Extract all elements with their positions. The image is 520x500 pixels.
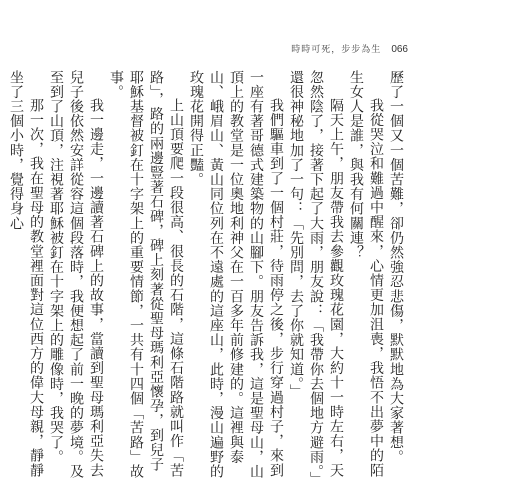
paragraph: 我們驅車到了一個村莊，待雨停之後，步行穿過村子，來到一座有著哥德式建築物的山腳下。朋友告訴我，這是聖母山，山頂上的教堂是一位奧地利神父在一百多年前修建的。這裡與泰山、峨眉山、黃山同位列在不遠處的這座山，此時，漫山遍野的玫瑰花開得正豔。: [188, 70, 284, 479]
running-title: 時時可死，步步為生: [291, 45, 382, 55]
paragraph: 我一邊走，一邊讀著石碑上的故事，當讀到聖母瑪利亞失去兒子後依然安詳從容這個段落時，我便想起了前一晚的夢境。及至到了山頂，注視著耶穌被釘在十字架上的雕像時，我哭了。: [48, 70, 104, 479]
page-header: [291, 42, 408, 55]
paragraph: 歷了一個又一個苦難，卻仍然強忍悲傷，默默地為大家著想。: [388, 70, 404, 465]
paragraph: 隔天上午，朋友帶我去參觀玫瑰花園，大約十一時左右，天忽然陰了，接著下起了大雨，朋友說：「我帶你去個地方避雨。」還很神秘地加了一句：「先別問，去了你就知道。」: [288, 70, 344, 480]
page-number: 066: [391, 44, 408, 55]
paragraph: 我從哭泣和難過中醒來，心情更加沮喪，我悟不出夢中的陌生女人是誰，與我有何關連？: [348, 70, 384, 478]
vertical-body-text: [8, 70, 406, 480]
paragraph: 上山頂要爬一段很高、很長的石階，這條石階路就叫作「苦路」，路的兩邊豎著石碑，碑上刻著從聖母瑪利亞懷孕，到兒子耶穌基督被釘在十字架上的重要情節，一共有十四個「苦路」故事。: [108, 70, 184, 479]
paragraph: 那一次，我在聖母的教堂裡面對這位西方的偉大母親，靜靜坐了三個小時，覺得身心: [8, 70, 44, 478]
